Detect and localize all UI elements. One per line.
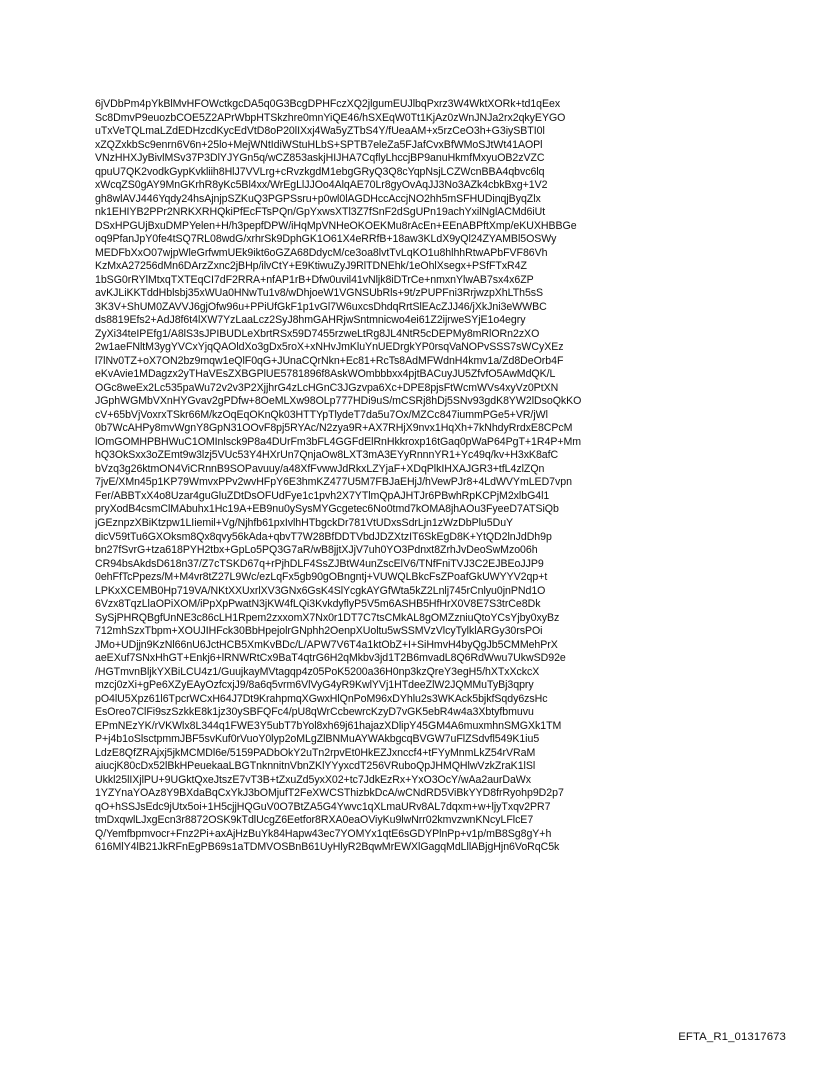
text-line: xZQZxkbSc9enrn6V6n+25lo+MejWNtIdiWStuHLbS+SPTB7eleZa5FJafCvxBfWMoSJtWt41AOPl [95,138,543,151]
text-line: EPmNEzYK/rVKWlx8L344q1FWE3Y5ubT7bYol8xh69j61hajazXDlipY45GM4A6muxmhnSMGXk1TM [95,719,562,732]
text-line: OGc8weEx2Lc535paWu72v2v3P2XjjhrG4zLcHGnC3JGzvpa6Xc+DPE8pjsFtWcmWVs4xyVz0PtXN [95,381,559,394]
text-line: 6jVDbPm4pYkBlMvHFOWctkgcDA5q0G3BcgDPHFczXQ2jlgumEUJlbqPxrz3W4WktXORk+td1qEex [95,98,561,110]
text-line: 6Vzx8TqzLlaOPiXOM/iPpXpPwatN3jKW4fLQi3KvkdyflyP5V5m6ASHB5HfHrX0V8E7S3trCe8Dk [95,598,541,611]
text-line: JGphWGMbVXnHYGvav2gPDfw+8OeMLXw98OLp777HDi9uS/mCSRj8hDj5SNv93gdK8YW2lDsoQkKO [95,395,582,408]
text-line: 7jvE/XMn45p1KP79WmvxPPv2wvHFpY6E3hmKZ477U5M7FBJaEHjJ/hVewPJr8+4LdWVYmLED7vpn [95,476,572,489]
text-line: uTxVeTQLmaLZdEDHzcdKycEdVtD8oP20lIXxj4Wa5yZTbS4Y/fUeaAM+x5rzCeO3h+G3iySBTI0l [95,125,545,138]
text-line: qO+hSSJsEdc9jUtx5oi+1H5cjjHQGuV0O7BtZA5G4Ywvc1qXLmaURv8AL7dqxm+w+ljyTxqv2PR7 [95,800,551,813]
text-line: dicV59tTu6GXOksm8Qx8qvy56kAda+qbvT7W28BfDDTVbdJDZXtzIT6SkEgD8K+YtQD2lnJdDh9p [95,530,552,543]
text-line: 712mhSzxTbpm+XOUJIHFck30BbHpejolrGNphh2OenpXUoltu5wSSMVzVlcyTylklARGy30rsPOi [95,625,543,638]
text-line: DSxHPGUjBxuDMPYelen+H/h3pepfDPW/iHqMpVNHeOKOEKMu8rAcEn+EEnABPftXmp/eKUXHBBGe [95,219,577,232]
text-line: pO4lU5Xpz61l6TpcrWCxH64J7Dt9KrahpmqXGwxHlQnPoM96xDYhlu2s3WKAck5bjkfSqdy6zsHc [95,692,548,705]
text-line: aeEXuf7SNxHhGT+Enkj6+lRNWRtCx9BaT4qtrG6H2qMkbv3jd1T2B6mvadL8Q6RdWwu7UkwSD92e [95,652,566,665]
text-line: Sc8DmvP9euozbCOE5Z2APrWbpHTSkzhre0mnYiQE46/hSXEqW0Tt1KjAz0zWnJNJa2rx2qkyEYGO [95,111,566,124]
text-line: gh8wlAVJ446Yqdy24hsAjnjpSZKuQ3PGPSsru+p0wl0lAGDHccAccjNO2hh5mSFHUDinqjByqZlx [95,192,541,205]
text-line: jGEznpzXBiKtzpw1LIiemil+Vg/Njhfb61pxIvlhHTbgckDr781VtUDxsSdrLjn1zWzDbPlu5DuY [95,516,514,529]
text-line: CR94bsAkdsD618n37/Z7cTSKD67q+rPjhDLF4SsZJBtW4unZscElV6/TNfFniTVJ3C2EJBEoJJP9 [95,557,544,570]
document-id-footer: EFTA_R1_01317673 [678,1031,786,1043]
text-line: aiucjK80cDx52lBkHPeuekaaLBGTnknnitnVbnZKlYYyxcdT256VRuboQpJHMQHlwVzkZraK1lSl [95,760,536,773]
text-line: LPKxXCEMB0Hp719VA/NKtXXUxrlXV3GNx6GsK4SlYcgkAYGfWta5kZ2Lnlj745rCnlyu0jnPNd1O [95,584,546,597]
text-line: SySjPHRQBgfUnNE3c86cLH1Rpem2zxxomX7Nx0r1DT7C7tsCMkAL8gOMZzniuQtoYCsYjby0xyBz [95,611,560,624]
text-line: xWcqZS0gAY9MnGKrhR8yKc5Bl4xx/WrEgLlJJOo4AlqAE70Lr8gyOvAqJJ3No3AZk4cbkBxg+1V2 [95,179,548,192]
text-line: l7lNv0TZ+oX7ON2bz9mqw1eQlF0qG+JUnaCQrNkn+Ec81+RcTs8AdMFWdnH4kmv1a/Zd8DeOrb4F [95,354,564,367]
text-line: 0b7WcAHPy8mvWgnY8GpN31OOvF8pj5RYAc/N2zya9R+AX7RHjX9nvx1HqXh+7kNhdyRrdxE8CPcM [95,422,573,435]
text-line: oq9PfanJpY0fe4tSQ7RL08wdG/xrhrSk9DphGK1O61X4eRRfB+18aw3KLdX9yQl24ZYAMBl5OSWy [95,233,557,246]
text-line: hQ3OkSxx3oZEmt9w3lzj5VUc53Y4HXrUn7QnjaOw8LXT3mA3EYyRnnnYR1+Yc49q/kv+H3xK8afC [95,449,559,462]
text-line: 1bSG0rRYlMtxqTXTEqCI7dF2RRA+nfAP1rB+Dfw0uvil41vNljk8iDTrCe+nmxnYlwAB7sx4x6ZP [95,273,534,286]
text-line: bn27fSvrG+tza618PYH2tbx+GpLo5PQ3G7aR/wB8jjtXJjV7uh0YO3Pdnxt8ZrhJvDeoSwMzo06h [95,544,538,557]
text-line: MEDFbXxO07wjpWleGrfwmUEk9ikt6oGZA68DdycM/ce3oa8lvtTvLqKO1u8hlhhRtwAPbFVF86Vh [95,246,548,259]
text-line: 616MlY4lB21JkRFnEgPB69s1aTDMVOSBnB61UyHlyR2BqwMrEWXlGagqMdLllABjgHjn6VoRqC5k [95,841,560,854]
text-line: ZyXi34teIPEfg1/A8lS3sJPIBUDLeXbrtRSx59D7455rzweLtRg8JL4NtR5cDEPMy8mRlORn2zXO [95,327,540,340]
text-line: Ukkl25lIXjlPU+9UGktQxeJtszE7vT3B+tZxuZd5yxX02+tc7JdkEzRx+YxO3OcY/wAa2aurDaWx [95,773,532,786]
encoded-text-block [95,98,735,855]
text-line: JMo+UDjjn9KzNl66nU6JctHCB5XmKvBDc/L/APW7V6T4a1ktObZ+I+SiHmvH4byQgJb5CMMehPrX [95,638,558,651]
text-line: VNzHHXJyBivlMSv37P3DlYJYGn5q/wCZ853askjHIJHA7CqflyLhccjBP9anuHkmfMxyuOB2zVZC [95,152,545,165]
text-line: cV+65bVjVoxrxTSkr66M/kzOqEqOKnQk03HTTYpTlydeT7da5u7Ox/MZCc847iummPGe5+VR/jWl [95,408,548,421]
text-line: bVzq3g26ktmON4ViCRnnB9SOPavuuy/a48XfFvwwJdRkxLZYjaF+XDqPlkIHXAJGR3+tfL4zlZQn [95,462,545,475]
text-line: 1YZYnaYOAz8Y9BXdaBqCxYkJ3bOMjufT2FeXWCSThizbkDcA/wCNdRD5ViBkYYD8frRyohp9D2p7 [95,787,564,800]
text-line: 2w1aeFNltM3ygYVCxYjqQAOldXo3gDx5roX+xNHvJmKluYnUEDrgkYP0rsqVaNOPvSSS7sWCyXEz [95,341,564,354]
text-line: lOmGOMHPBHWuC1OMInlsck9P8a4DUrFm3bFL4GGFdElRnHkkroxp16tGaq0pWaP64PgT+1R4P+Mm [95,435,582,448]
text-line: eKvAvie1MDagzx2yTHaVEsZXBGPlUE5781896f8AskWOmbbbxx4pjtBACuyJU5ZfvfO5AwMdQK/L [95,368,556,381]
text-line: P+j4b1oSlsctpmmJBF5svKuf0rVuoY0lyp2oMLgZlBNMuAYWAkbgcqBVGW7uFlZSdvfl549K1iu5 [95,733,540,746]
text-line: KzMxA27256dMn6DArzZxnc2jBHp/ilvCtY+E9KtiwuZyJ9RlTDNEhk/1eOhlXsegx+PSfFTxR4Z [95,260,527,273]
text-line: nk1EHIYB2PPr2NRKXRHQkiPfEcFTsPQn/GpYxwsXTl3Z7fSnF2dSgUPn19achYxilNglACMd6iUt [95,206,546,219]
text-line: LdzE8QfZRAjxj5jkMCMDl6e/5159PADbOkY2uTn2rpvEt0HkEZJxnccf4+tFYyMnmLkZ54rVRaM [95,746,536,759]
text-line: qpuU7QK2vodkGypKvkliih8HlJ7VVLrg+cRvzkgdM1ebgGRyQ3Q8cYqpNsjLCZWcnBBA4qbvc6lq [95,165,545,178]
text-line: Q/Yemfbpmvocr+Fnz2Pi+axAjHzBuYk84Hapw43ec7YOMYx1qtE6sGDYPlnPp+v1p/mB8Sg8gY+h [95,827,552,840]
text-line: tmDxqwlLJxgEcn3r8872OSK9kTdlUcgZ6Eetfor8RXA0eaOViyKu9lwNrr02kmvzwnKNcyLFlcE7 [95,814,534,827]
text-line: pryXodB4csmClMAbuhx1Hc19A+EB9nu0ySysMYGcgetec6No0tmd7kOMA8jhAOu3FyeeD7ATSiQb [95,503,559,516]
text-line: 0ehFfTcPpezs/M+M4vr8tZ27L9Wc/ezLqFx5gb90gOBngntj+VUWQLBkcFsZPoafGkUWYYV2qp+t [95,571,548,584]
text-line: 3K3V+ShUM0ZAVVJ6gjOfw96u+PPiUfGkF1p1vGl7W6uxcsDhdqRrtSlEAcZJJ46/jXkJni3eWWBC [95,300,547,313]
text-line: Fer/ABBTxX4o8Uzar4guGluZDtDsOFUdFye1c1pvh2X7YTlmQpAJHTJr6PBwhRpKCPjM2xlbG4l1 [95,489,550,502]
text-line: avKJLiKKTddHblsbj35xWUa0HNwTu1v8/wDhjoeW1VGNSUbRls+9t/zPUPFni3RrjwzpXhLTh5sS [95,287,544,300]
text-line: mzcj0zXi+gPe6XZyEAyOzfcxjJ9/8a6q5vrm6VlVyG4yR9KwlYVj1HTdeeZlW2JQMMuTyBj3qpry [95,679,534,692]
text-line: EsOreo7ClFi9szSzkkE8k1jz30ySBFQFc4/pU8qWrCcbewrcKzyD7vGK5ebR4w4a3Xbtyfbmuvu [95,706,534,719]
text-line: ds8819Efs2+AdJ8f6t4lXW7YzLaaLcz2SyJ8hmGAHRjwSntmnicwo4ei61Z2ijrweSYjE1o4egry [95,314,526,327]
text-line: /HGTmvnBljkYXBiLCU4z1/GuujkayMVtagqp4z05PoK5200a36H0np3kzQreY3egH5/hXTxXckcX [95,665,540,678]
